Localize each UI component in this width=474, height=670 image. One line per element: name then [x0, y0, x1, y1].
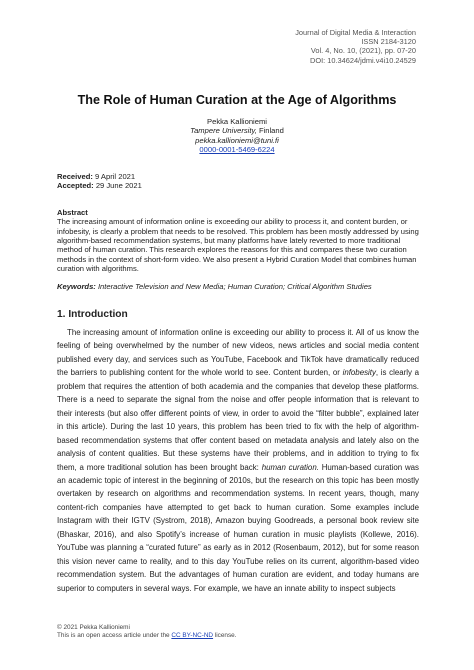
keywords-label: Keywords: — [57, 282, 96, 291]
license-prefix: This is an open access article under the — [57, 632, 172, 640]
body-text-part-2: , is clearly a problem that requires the attention of both academia and the companies that develop these platforms. There is a need to separate the signal from the noise and offer people information that is relevant to their interests (but also offer different points of view, in order to avoid the “filter bubble”, explained later in this article). During the last 10 years, this problem has been tried to fix with the help of algorithm-based recommendation systems that offer content based on metadata analysis and lately also on the analysis of content qualities. But these systems have their problems, and in addition to trying to fix them, a more traditional solution has been brought back: — [57, 368, 419, 472]
license-link[interactable]: CC BY-NC-ND — [171, 632, 214, 640]
journal-doi: DOI: 10.34624/jdmi.v4i10.24529 — [309, 55, 416, 65]
abstract-block — [57, 208, 421, 273]
dates-block — [57, 172, 142, 191]
author-email: pekka.kallioniemi@tuni.fi — [195, 135, 279, 145]
keywords-text: Interactive Television and New Media; Human Curation; Critical Algorithm Studies — [95, 282, 372, 291]
accepted-label: Accepted: — [57, 181, 94, 191]
received-date — [57, 172, 142, 181]
introduction-body — [57, 326, 419, 595]
accepted-date — [57, 181, 142, 190]
body-text-part-3: Human-based curation was an academic topic of interest in the beginning of 2010s, but the research on this topic has been mostly overtaken by research on algorithms and recommendation systems. In recent years, though, many content-rich companies have attempted to get back to human curation. Some examples include Instagram with their IGTV (Systrom, 2018), Amazon buying Goodreads, a personal book review site (Bhaskar, 2016), and also Spotify’s increase of human curation in music playlists (Kollewe, 2016). YouTube was planning a “curated future” as early as in 2012 (Rosenbaum, 2012), but for some reason this vision never came to reality, and to this day YouTube relies on its current, algorithm-based video recommendation system. But the advantages of human curation are evident, and today humans are superior to computers in several ways. For example, we have an innate ability to inspect subjects — [57, 462, 419, 593]
journal-volume: Vol. 4, No. 10, (2021), pp. 07-20 — [310, 46, 416, 56]
orcid-link[interactable]: 0000-0001-5469-6224 — [199, 145, 275, 155]
author-block — [0, 117, 474, 155]
body-italic-infobesity: infobesity — [342, 368, 376, 378]
affiliation-country: Finland — [256, 126, 284, 136]
journal-issn: ISSN 2184-3120 — [361, 37, 416, 47]
copyright-line: © 2021 Pekka Kallioniemi — [57, 624, 130, 631]
journal-name: Journal of Digital Media & Interaction — [295, 28, 416, 37]
abstract-heading: Abstract — [57, 208, 88, 217]
body-italic-human-curation: human curation. — [261, 462, 319, 472]
author-name: Pekka Kallioniemi — [207, 117, 267, 126]
license-suffix: license. — [213, 632, 237, 640]
received-label: Received: — [57, 172, 93, 181]
abstract-text: The increasing amount of information online is exceeding our ability to process it, and content burden, or infobesity, is clearly a problem that needs to be resolved. This problem has been mostly addressed by using algorithm-based recommendation systems, but many platforms have lately reverted to more traditional method of human curation. This research explores the reasons for this and compares these two curation methods in the context of short-form video. We also present a Hybrid Curation Model that combines human curation with algorithms. — [57, 217, 419, 274]
paper-title: The Role of Human Curation at the Age of Algorithms — [77, 93, 397, 107]
body-text-part-1: The increasing amount of information online is exceeding our ability to process it. All of us know the feeling of being overwhelmed by the number of new videos, news articles and social media content published every day, and services such as YouTube, Facebook and TikTok have dramatically reduced the barriers to publishing content for the whole world to see. Content burden, or — [57, 328, 419, 378]
journal-header — [295, 28, 416, 65]
footer — [57, 624, 237, 640]
section-heading-introduction: 1. Introduction — [57, 309, 128, 320]
keywords-block — [57, 282, 421, 291]
author-affiliation — [0, 126, 474, 135]
accepted-value: 29 June 2021 — [93, 181, 142, 191]
introduction-paragraph — [57, 326, 419, 595]
affiliation-university: Tampere University, — [190, 126, 257, 136]
received-value: 9 April 2021 — [92, 172, 136, 181]
license-line — [57, 632, 237, 640]
